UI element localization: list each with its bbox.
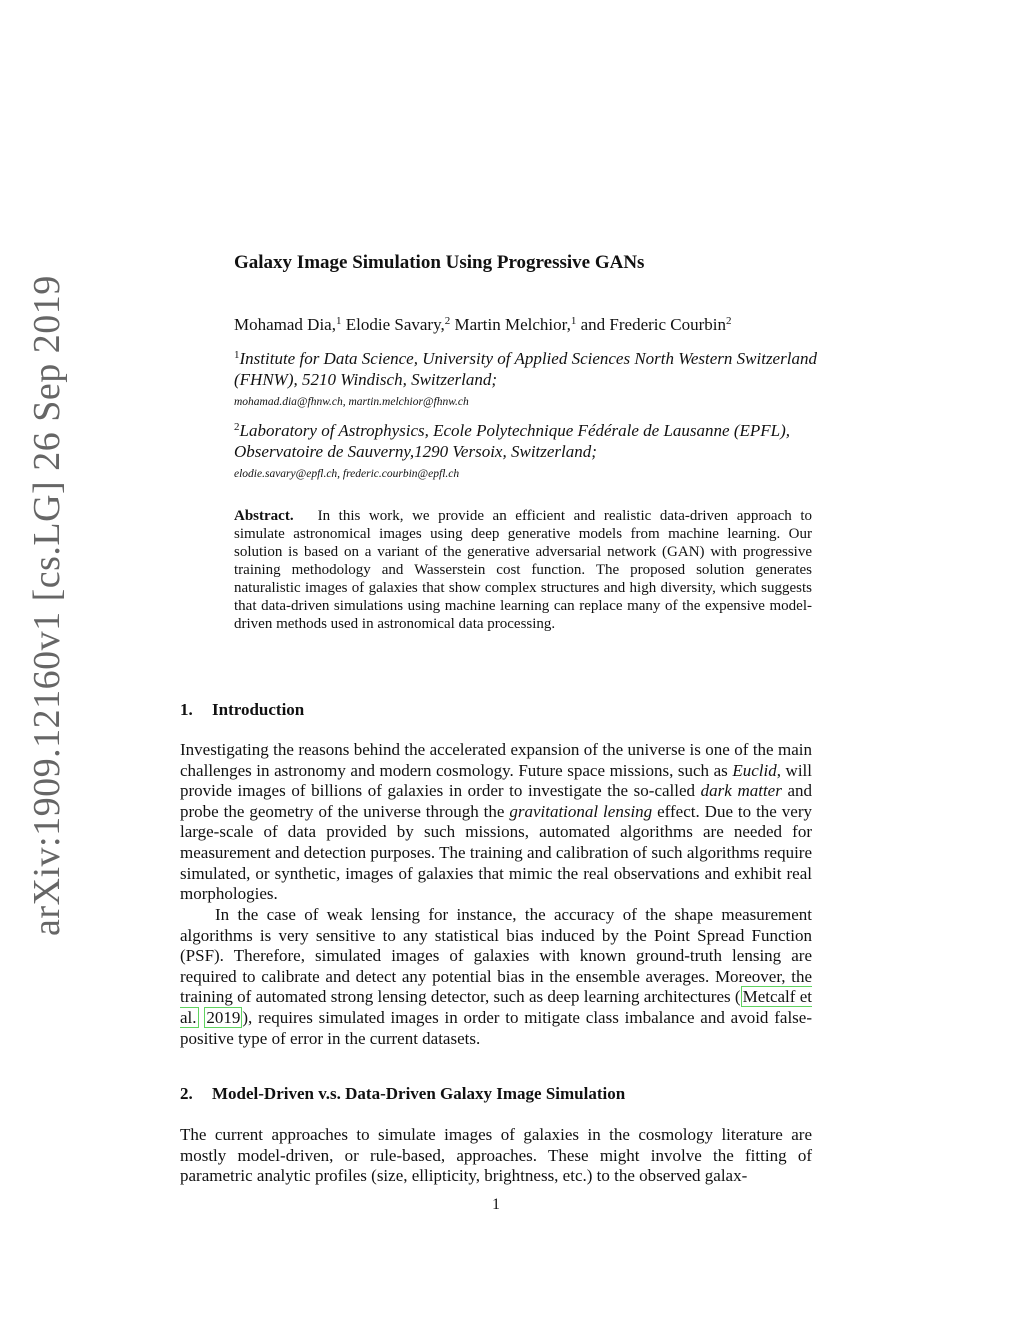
citation-link-year[interactable]: 2019 [206,1007,241,1027]
author-name: Mohamad Dia, [234,315,336,334]
section-number: 1. [180,700,193,719]
affiliation-marker: 1 [570,315,577,327]
author-name: and Frederic Courbin [576,315,727,334]
abstract-label: Abstract. [234,508,294,524]
affiliation-1 [234,348,824,390]
text-run: , will provide images of billions of galaxies in order to investigate the so-called [180,760,812,801]
section-2-paragraph-1 [180,1125,812,1187]
citation-link-author[interactable]: Metcalf et al. [180,987,812,1027]
paper-title: Galaxy Image Simulation Using Progressive GANs [234,252,645,273]
section-title: Introduction [212,700,305,719]
abstract [234,507,812,633]
affiliation-2 [234,420,824,462]
emphasis-gravitational-lensing: gravitational lensing [509,801,653,821]
affiliation-marker: 2 [726,315,732,327]
text-run: In the case of weak lensing for instance, the accuracy of the shape measurement algorithms is very sensitive to any statistical bias induced by the Point Spread Function (PSF). Therefore, simulated images of galaxies with known ground-truth lensing are required to calibrate and detect any potential bias in the ensemble averages. Moreover, the training of automated strong lensing detector, such as deep learning architectures ( [180,905,812,1007]
author-list [234,315,732,335]
affiliation-text: Laboratory of Astrophysics, Ecole Polytechnique Fédérale de Lausanne (EPFL), Observatoire de Sauverny,1290 Versoix, Switzerland; [234,421,791,461]
page-number: 1 [492,1196,500,1213]
affiliation-marker: 2 [234,421,240,433]
emphasis-dark-matter: dark matter [700,781,782,801]
emphasis-euclid: Euclid [732,760,777,780]
text-run: ), requires simulated images in order to mitigate class imbalance and avoid false-positive type of error in the current datasets. [180,1007,812,1048]
affiliation-2-email: elodie.savary@epfl.ch, frederic.courbin@epfl.ch [234,468,460,480]
author-name: Martin Melchior, [450,315,571,334]
affiliation-marker: 2 [444,315,451,327]
text-run: effect. Due to the very large-scale of data provided by such missions, automated algorithms are needed for measurement and detection purposes. The training and calibration of such algorithms require simulated, or synthetic, images of galaxies that mimic the real observations and exhibit real morphologies. [180,801,812,904]
text-run: Investigating the reasons behind the accelerated expansion of the universe is one of the main challenges in astronomy and modern cosmology. Future space missions, such as [180,740,812,780]
introduction-paragraph-2 [180,905,812,1049]
section-heading-introduction [180,700,304,720]
abstract-text: In this work, we provide an efficient and realistic data-driven approach to simulate astronomical images using deep generative models from machine learning. Our solution is based on a variant of the generative adversarial network (GAN) with progressive training methodology and Wasserstein cost function. The proposed solution generates naturalistic images of galaxies that show complex structures and high diversity, which suggests that data-driven simulations using machine learning can replace many of the expensive model-driven methods used in astronomical data processing. [234,508,812,632]
arxiv-sidebar-stamp: arXiv:1909.12160v1 [cs.LG] 26 Sep 2019 [26,275,68,936]
affiliation-marker: 1 [335,315,342,327]
section-heading-model-driven [180,1084,625,1104]
author-name: Elodie Savary, [341,315,445,334]
text-run: and probe the geometry of the universe through the [180,781,813,821]
section-title: Model-Driven v.s. Data-Driven Galaxy Image Simulation [212,1084,626,1103]
section-number: 2. [180,1084,193,1103]
affiliation-text: Institute for Data Science, University of Applied Sciences North Western Switzerland (FHNW), 5210 Windisch, Switzerland; [234,349,817,389]
affiliation-marker: 1 [234,349,240,361]
introduction-paragraph-1 [180,740,812,905]
text-run: The current approaches to simulate images of galaxies in the cosmology literature are mostly model-driven, or rule-based, approaches. These might involve the fitting of parametric analytic profiles (size, ellipticity, brightness, etc.) to the observed galax- [180,1125,812,1186]
affiliation-1-email: mohamad.dia@fhnw.ch, martin.melchior@fhnw.ch [234,396,469,408]
